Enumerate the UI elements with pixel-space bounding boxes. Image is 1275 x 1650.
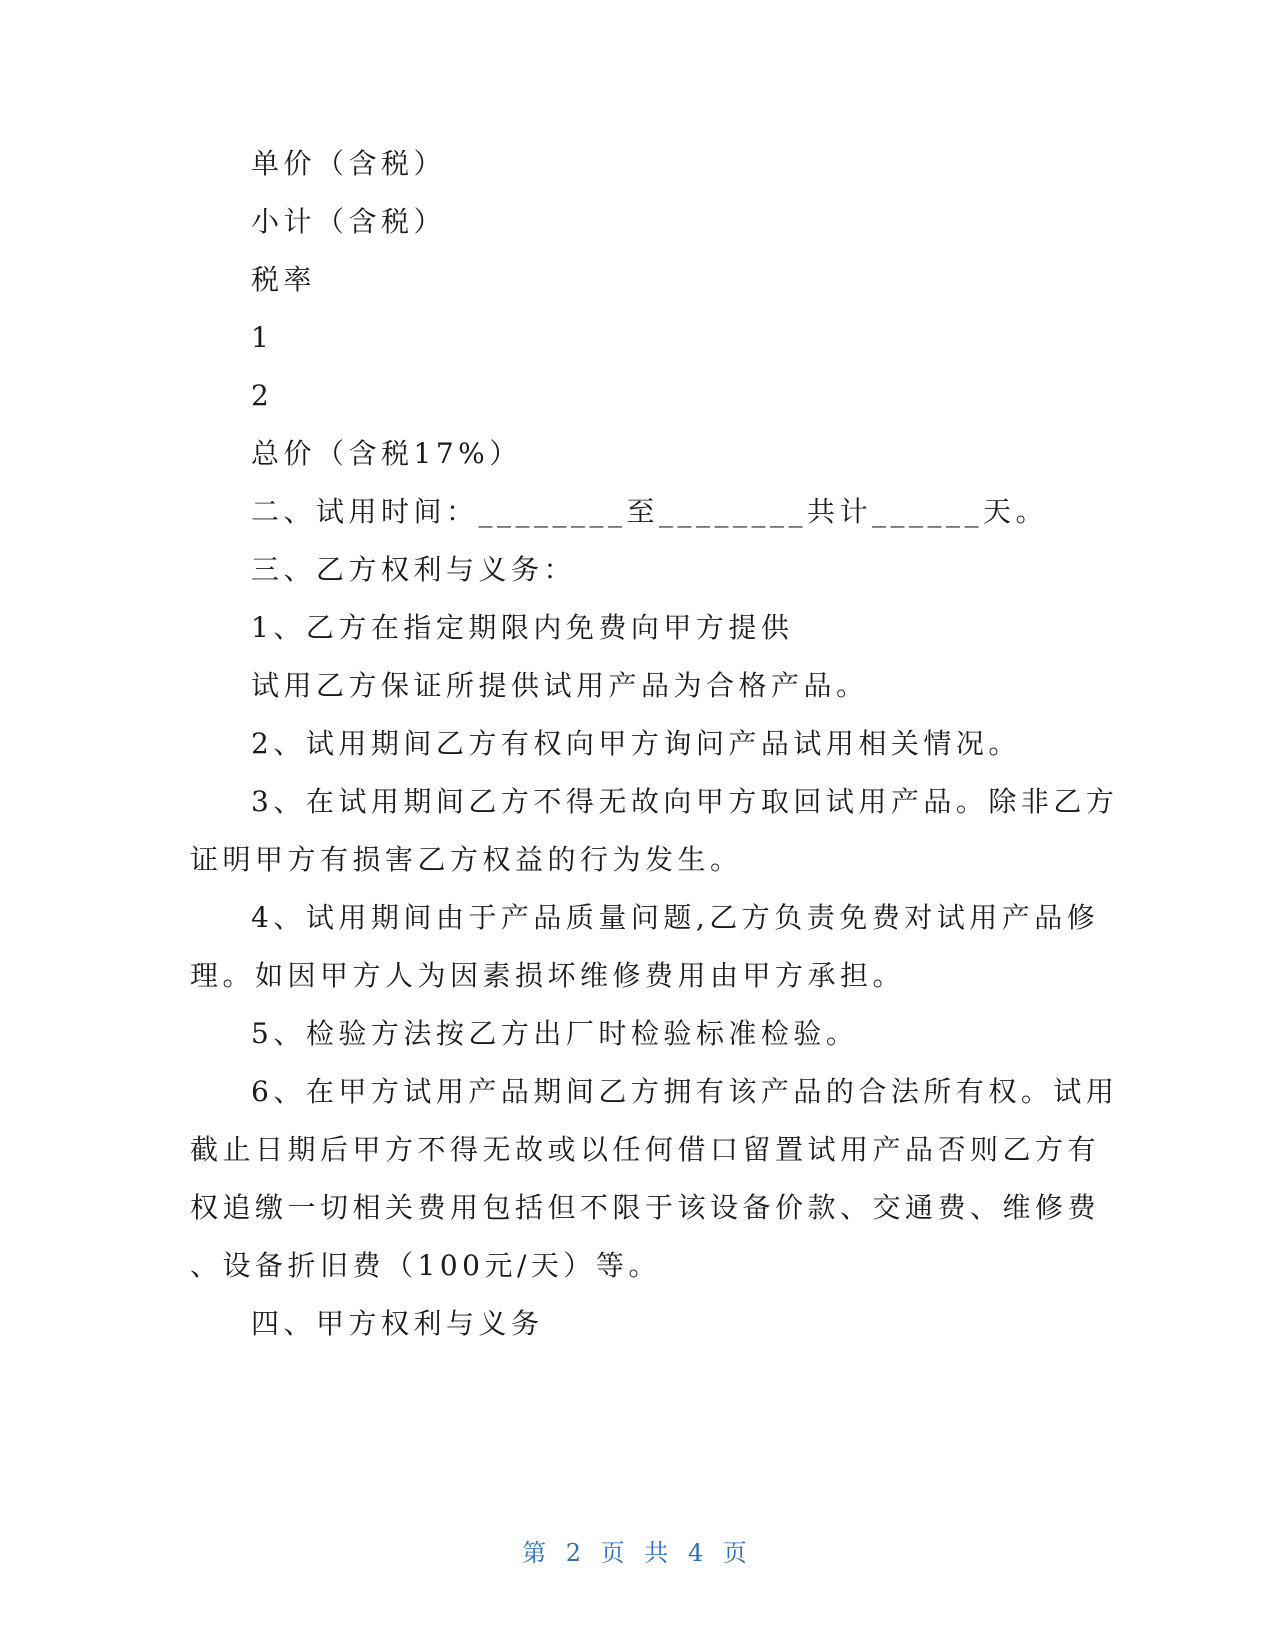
section-party-b-heading: 三、乙方权利与义务： <box>251 553 577 586</box>
clause-b-6: 6、在甲方试用产品期间乙方拥有该产品的合法所有权。试用 <box>251 1075 1119 1108</box>
page-indicator: 第 2 页 共 4 页 <box>522 1539 753 1567</box>
section-trial-period: 二、试用时间：________至________共计______天。 <box>251 495 1049 528</box>
clause-b-4: 4、试用期间由于产品质量问题,乙方负责免费对试用产品修 <box>251 901 1100 934</box>
item-subtotal-label: 小计（含税） <box>251 205 447 238</box>
clause-b-6-continued-3: 、设备折旧费（100元/天）等。 <box>190 1249 661 1282</box>
section-party-a-heading: 四、甲方权利与义务 <box>251 1307 544 1340</box>
clause-b-6-continued-2: 权追缴一切相关费用包括但不限于该设备价款、交通费、维修费 <box>190 1191 1101 1224</box>
clause-b-1-continued: 试用乙方保证所提供试用产品为合格产品。 <box>251 669 869 702</box>
clause-b-2: 2、试用期间乙方有权向甲方询问产品试用相关情况。 <box>251 727 1021 760</box>
item-row-2: 2 <box>251 379 274 412</box>
clause-b-4-continued: 理。如因甲方人为因素损坏维修费用由甲方承担。 <box>190 959 906 992</box>
item-tax-rate-label: 税率 <box>251 263 317 296</box>
clause-b-3: 3、在试用期间乙方不得无故向甲方取回试用产品。除非乙方 <box>251 785 1119 818</box>
item-row-1: 1 <box>251 321 274 354</box>
clause-b-1: 1、乙方在指定期限内免费向甲方提供 <box>251 611 794 644</box>
clause-b-5: 5、检验方法按乙方出厂时检验标准检验。 <box>251 1017 859 1050</box>
item-total-price-label: 总价（含税17%） <box>251 437 522 470</box>
item-unit-price-label: 单价（含税） <box>251 147 447 180</box>
clause-b-6-continued-1: 截止日期后甲方不得无故或以任何借口留置试用产品否则乙方有 <box>190 1133 1101 1166</box>
clause-b-3-continued: 证明甲方有损害乙方权益的行为发生。 <box>190 843 743 876</box>
